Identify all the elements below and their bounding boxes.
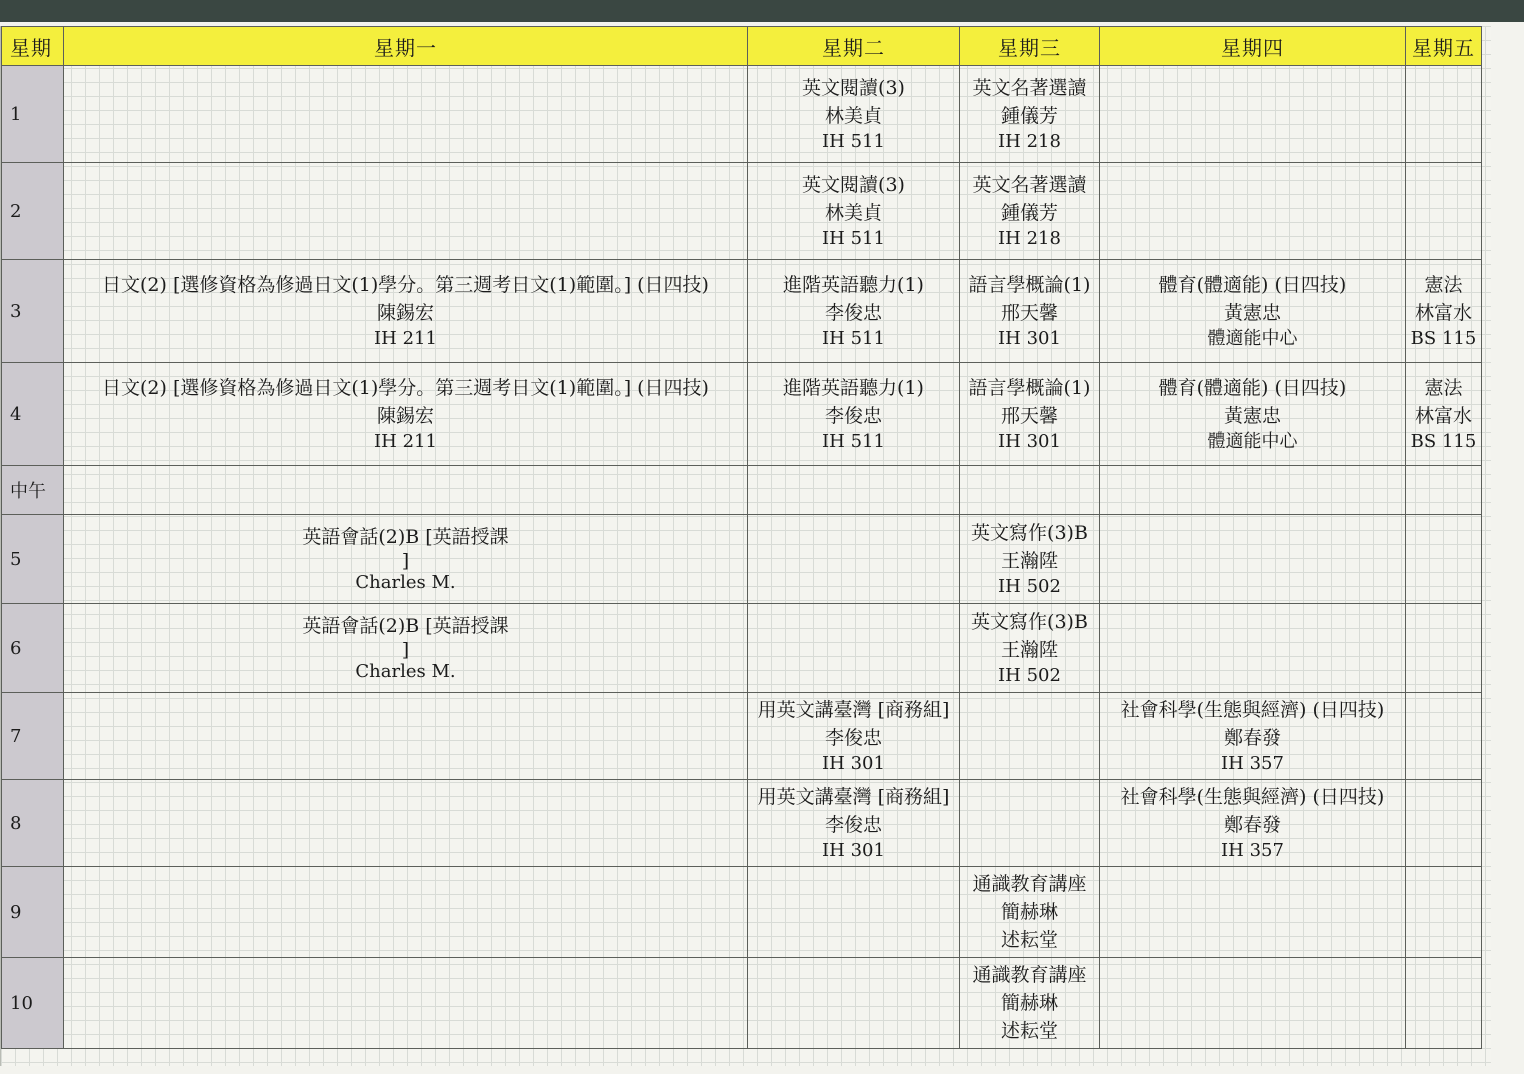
cell-thu-7[interactable] — [1100, 693, 1406, 780]
teacher-name: 鄭春發 — [1223, 814, 1281, 836]
cell-wed-3[interactable] — [960, 260, 1100, 363]
period-row-1 — [2, 66, 1482, 163]
course-name: 英語會話(2)B [英語授課 — [302, 615, 509, 637]
room-name: 述耘堂 — [1000, 929, 1058, 951]
teacher-name: 王瀚陞 — [1000, 550, 1058, 572]
cell-thu-8[interactable] — [1100, 780, 1406, 867]
cell-mon-1 — [64, 66, 748, 163]
room-name: IH 502 — [998, 576, 1061, 597]
period-label: 10 — [2, 958, 64, 1049]
teacher-name: 陳錫宏 — [376, 302, 434, 324]
room-name: BS 115 — [1410, 431, 1477, 452]
period-label: 4 — [2, 363, 64, 466]
course-name-continued: ] — [401, 550, 410, 572]
cell-wed-5[interactable] — [960, 515, 1100, 604]
room-name: IH 301 — [998, 431, 1061, 452]
course-name: 通識教育講座 — [972, 873, 1087, 895]
cell-mon-8 — [64, 780, 748, 867]
lunch-row — [2, 466, 1482, 515]
course-name: 用英文講臺灣 [商務組] — [757, 699, 950, 721]
teacher-name: 林富水 — [1414, 302, 1472, 324]
room-name: IH 218 — [998, 131, 1061, 152]
cell-mon-6[interactable] — [64, 604, 748, 693]
period-row-8 — [2, 780, 1482, 867]
period-label: 5 — [2, 515, 64, 604]
cell-mon-5[interactable] — [64, 515, 748, 604]
header-weekday: 星期 — [2, 27, 64, 66]
teacher-name: 簡赫琳 — [1000, 992, 1058, 1014]
cell-mon-4[interactable] — [64, 363, 748, 466]
room-name: IH 301 — [822, 753, 885, 774]
period-label: 2 — [2, 163, 64, 260]
cell-tue-lunch — [748, 466, 960, 515]
course-name: 英文寫作(3)B — [971, 522, 1088, 544]
teacher-name: 陳錫宏 — [376, 405, 434, 427]
cell-mon-3[interactable] — [64, 260, 748, 363]
course-name: 語言學概論(1) — [968, 377, 1091, 399]
cell-wed-6[interactable] — [960, 604, 1100, 693]
cell-fri-5 — [1406, 515, 1482, 604]
teacher-name: 邢天馨 — [1000, 405, 1058, 427]
course-name: 英文寫作(3)B — [971, 611, 1088, 633]
teacher-name: 林美貞 — [824, 202, 882, 224]
cell-thu-1 — [1100, 66, 1406, 163]
room-name: IH 211 — [374, 431, 437, 452]
teacher-name: 鍾儀芳 — [1000, 105, 1058, 127]
room-name: 體適能中心 — [1207, 431, 1298, 452]
cell-wed-9[interactable] — [960, 867, 1100, 958]
course-name: 日文(2) [選修資格為修過日文(1)學分。第三週考日文(1)範圍。] (日四技) — [102, 377, 709, 399]
cell-tue-10 — [748, 958, 960, 1049]
course-name: 日文(2) [選修資格為修過日文(1)學分。第三週考日文(1)範圍。] (日四技) — [102, 274, 709, 296]
course-name: 英文閱讀(3) — [802, 77, 905, 99]
cell-tue-5 — [748, 515, 960, 604]
course-name: 用英文講臺灣 [商務組] — [757, 786, 950, 808]
period-label: 9 — [2, 867, 64, 958]
teacher-name: 李俊忠 — [824, 727, 882, 749]
course-name: 社會科學(生態與經濟) (日四技) — [1120, 786, 1385, 808]
cell-fri-7 — [1406, 693, 1482, 780]
period-label: 8 — [2, 780, 64, 867]
period-row-9 — [2, 867, 1482, 958]
teacher-name: Charles M. — [355, 572, 456, 593]
header-tuesday: 星期二 — [748, 27, 960, 66]
course-name: 憲法 — [1424, 274, 1463, 296]
teacher-name: 簡赫琳 — [1000, 901, 1058, 923]
cell-thu-4[interactable] — [1100, 363, 1406, 466]
course-name: 英文名著選讀 — [972, 174, 1087, 196]
cell-thu-2 — [1100, 163, 1406, 260]
teacher-name: 黃憲忠 — [1223, 302, 1281, 324]
course-name: 進階英語聽力(1) — [783, 274, 924, 296]
teacher-name: 王瀚陞 — [1000, 639, 1058, 661]
cell-tue-4[interactable] — [748, 363, 960, 466]
cell-thu-10 — [1100, 958, 1406, 1049]
period-row-6 — [2, 604, 1482, 693]
teacher-name: 林美貞 — [824, 105, 882, 127]
cell-wed-1[interactable] — [960, 66, 1100, 163]
room-name: IH 357 — [1221, 840, 1284, 861]
course-name: 語言學概論(1) — [968, 274, 1091, 296]
period-row-4 — [2, 363, 1482, 466]
period-row-10 — [2, 958, 1482, 1049]
period-row-7 — [2, 693, 1482, 780]
timetable — [1, 26, 1482, 1049]
header-friday: 星期五 — [1406, 27, 1482, 66]
header-wednesday: 星期三 — [960, 27, 1100, 66]
cell-tue-1[interactable] — [748, 66, 960, 163]
timetable-sheet — [0, 26, 1491, 1066]
room-name: IH 511 — [822, 228, 885, 249]
cell-thu-5 — [1100, 515, 1406, 604]
cell-mon-2 — [64, 163, 748, 260]
course-name-continued: ] — [401, 639, 410, 661]
course-name: 社會科學(生態與經濟) (日四技) — [1120, 699, 1385, 721]
header-monday: 星期一 — [64, 27, 748, 66]
cell-wed-10[interactable] — [960, 958, 1100, 1049]
room-name: IH 357 — [1221, 753, 1284, 774]
cell-mon-9 — [64, 867, 748, 958]
period-label: 7 — [2, 693, 64, 780]
cell-fri-1 — [1406, 66, 1482, 163]
cell-tue-7[interactable] — [748, 693, 960, 780]
course-name: 憲法 — [1424, 377, 1463, 399]
room-name: IH 511 — [822, 131, 885, 152]
teacher-name: Charles M. — [355, 661, 456, 682]
teacher-name: 林富水 — [1414, 405, 1472, 427]
course-name: 體育(體適能) (日四技) — [1158, 274, 1347, 296]
cell-mon-10 — [64, 958, 748, 1049]
room-name: IH 511 — [822, 328, 885, 349]
teacher-name: 鄭春發 — [1223, 727, 1281, 749]
period-row-3 — [2, 260, 1482, 363]
cell-fri-lunch — [1406, 466, 1482, 515]
teacher-name: 鍾儀芳 — [1000, 202, 1058, 224]
cell-fri-6 — [1406, 604, 1482, 693]
period-label-lunch: 中午 — [2, 466, 64, 515]
cell-tue-9 — [748, 867, 960, 958]
room-name: IH 511 — [822, 431, 885, 452]
cell-mon-7 — [64, 693, 748, 780]
room-name: IH 218 — [998, 228, 1061, 249]
room-name: IH 301 — [998, 328, 1061, 349]
period-label: 6 — [2, 604, 64, 693]
course-name: 英文閱讀(3) — [802, 174, 905, 196]
room-name: 述耘堂 — [1000, 1020, 1058, 1042]
cell-fri-10 — [1406, 958, 1482, 1049]
cell-fri-8 — [1406, 780, 1482, 867]
header-thursday: 星期四 — [1100, 27, 1406, 66]
cell-fri-2 — [1406, 163, 1482, 260]
room-name: IH 301 — [822, 840, 885, 861]
cell-wed-4[interactable] — [960, 363, 1100, 466]
teacher-name: 邢天馨 — [1000, 302, 1058, 324]
cell-fri-9 — [1406, 867, 1482, 958]
course-name: 英語會話(2)B [英語授課 — [302, 526, 509, 548]
cell-wed-8 — [960, 780, 1100, 867]
period-label: 1 — [2, 66, 64, 163]
room-name: IH 211 — [374, 328, 437, 349]
cell-tue-2[interactable] — [748, 163, 960, 260]
room-name: BS 115 — [1410, 328, 1477, 349]
course-name: 進階英語聽力(1) — [783, 377, 924, 399]
cell-wed-2[interactable] — [960, 163, 1100, 260]
teacher-name: 黃憲忠 — [1223, 405, 1281, 427]
cell-fri-4[interactable] — [1406, 363, 1482, 466]
cell-thu-6 — [1100, 604, 1406, 693]
teacher-name: 李俊忠 — [824, 302, 882, 324]
cell-fri-3[interactable] — [1406, 260, 1482, 363]
period-row-5 — [2, 515, 1482, 604]
header-row — [2, 27, 1482, 66]
cell-wed-7 — [960, 693, 1100, 780]
cell-tue-3[interactable] — [748, 260, 960, 363]
cell-wed-lunch — [960, 466, 1100, 515]
cell-thu-9 — [1100, 867, 1406, 958]
cell-mon-lunch — [64, 466, 748, 515]
room-name: 體適能中心 — [1207, 328, 1298, 349]
course-name: 英文名著選讀 — [972, 77, 1087, 99]
teacher-name: 李俊忠 — [824, 814, 882, 836]
course-name: 通識教育講座 — [972, 964, 1087, 986]
period-row-2 — [2, 163, 1482, 260]
period-label: 3 — [2, 260, 64, 363]
cell-tue-6 — [748, 604, 960, 693]
teacher-name: 李俊忠 — [824, 405, 882, 427]
cell-thu-3[interactable] — [1100, 260, 1406, 363]
room-name: IH 502 — [998, 665, 1061, 686]
course-name: 體育(體適能) (日四技) — [1158, 377, 1347, 399]
cell-tue-8[interactable] — [748, 780, 960, 867]
cell-thu-lunch — [1100, 466, 1406, 515]
